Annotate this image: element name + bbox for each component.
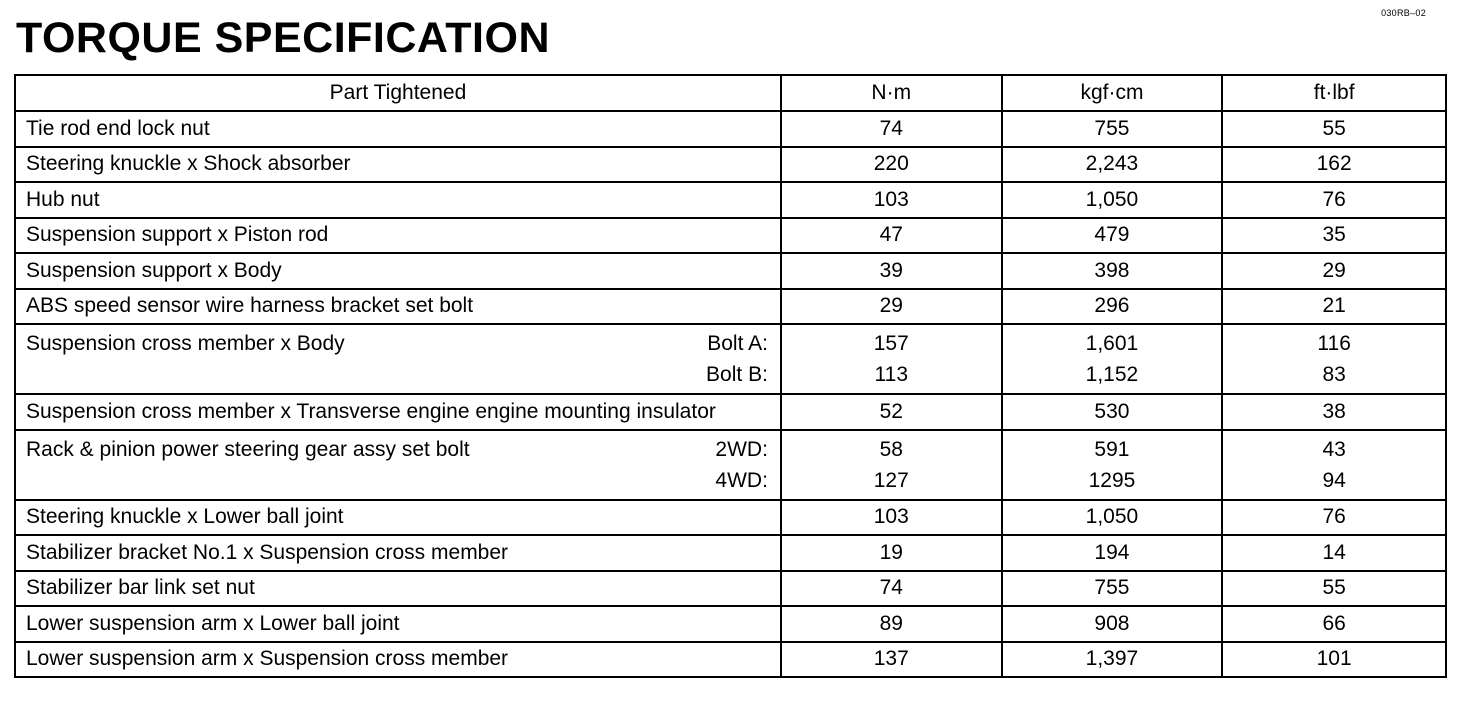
- table-row: [15, 324, 1446, 394]
- part-name: Tie rod end lock nut: [15, 111, 781, 147]
- torque-kgf-cm: 530: [1002, 394, 1223, 430]
- torque-kgf-cm: 1,050: [1002, 182, 1223, 218]
- torque-ft-lbf: 35: [1222, 218, 1446, 254]
- header-ft-lbf: ft·lbf: [1222, 75, 1446, 111]
- torque-nm: 52: [781, 394, 1002, 430]
- variant-label: Bolt B:: [706, 363, 768, 386]
- torque-nm: 39: [781, 253, 1002, 289]
- table-row: [15, 253, 1446, 289]
- torque-kgf-cm: 1,397: [1002, 642, 1223, 678]
- part-name: Stabilizer bracket No.1 x Suspension cross member: [15, 535, 781, 571]
- part-name: Rack & pinion power steering gear assy set bolt: [26, 437, 470, 461]
- variant-labels: [715, 434, 780, 496]
- table-row: [15, 430, 1446, 500]
- table-row: [15, 535, 1446, 571]
- torque-kgf-cm: 296: [1002, 289, 1223, 325]
- torque-kgf-cm-value: 591: [1094, 437, 1130, 461]
- torque-nm-value: 127: [873, 468, 909, 492]
- torque-ft-lbf: 38: [1222, 394, 1446, 430]
- torque-spec-table: [14, 74, 1447, 678]
- torque-kgf-cm: [1002, 430, 1223, 500]
- torque-ft-lbf: 55: [1222, 571, 1446, 607]
- torque-nm-value: 113: [874, 363, 908, 386]
- header-part-tightened: Part Tightened: [15, 75, 781, 111]
- torque-kgf-cm-value: 1,152: [1085, 363, 1139, 386]
- torque-nm: 19: [781, 535, 1002, 571]
- table-row: [15, 182, 1446, 218]
- table-row: [15, 218, 1446, 254]
- part-name: Stabilizer bar link set nut: [15, 571, 781, 607]
- torque-nm: 89: [781, 606, 1002, 642]
- document-code: 030RB–02: [1381, 8, 1426, 18]
- torque-kgf-cm: 755: [1002, 111, 1223, 147]
- torque-ft-lbf-value: 43: [1322, 437, 1346, 461]
- torque-ft-lbf: 29: [1222, 253, 1446, 289]
- torque-ft-lbf: 76: [1222, 500, 1446, 536]
- torque-ft-lbf: 66: [1222, 606, 1446, 642]
- torque-nm: [781, 430, 1002, 500]
- part-name: Suspension support x Body: [15, 253, 781, 289]
- variant-label: 4WD:: [715, 468, 768, 492]
- torque-nm: 103: [781, 500, 1002, 536]
- torque-kgf-cm-value: 1295: [1088, 468, 1136, 492]
- torque-kgf-cm-value: 1,601: [1085, 332, 1139, 355]
- page-title: TORQUE SPECIFICATION: [16, 14, 550, 62]
- table-row: [15, 289, 1446, 325]
- table-row: [15, 642, 1446, 678]
- part-name: Lower suspension arm x Suspension cross member: [15, 642, 781, 678]
- torque-ft-lbf-value: 94: [1322, 468, 1346, 492]
- torque-nm: 74: [781, 571, 1002, 607]
- torque-kgf-cm: 908: [1002, 606, 1223, 642]
- torque-kgf-cm: 398: [1002, 253, 1223, 289]
- part-name: Steering knuckle x Shock absorber: [15, 147, 781, 183]
- header-kgf-cm: kgf·cm: [1002, 75, 1223, 111]
- part-name: Hub nut: [15, 182, 781, 218]
- table-row: [15, 394, 1446, 430]
- part-name: Steering knuckle x Lower ball joint: [15, 500, 781, 536]
- part-cell: [15, 430, 781, 500]
- torque-ft-lbf-value: 116: [1317, 332, 1351, 355]
- part-name: ABS speed sensor wire harness bracket set bolt: [15, 289, 781, 325]
- torque-ft-lbf: [1222, 324, 1446, 394]
- variant-labels: [706, 328, 780, 390]
- torque-ft-lbf: 101: [1222, 642, 1446, 678]
- part-name: Suspension support x Piston rod: [15, 218, 781, 254]
- torque-nm-value: 58: [879, 437, 903, 461]
- torque-nm: 74: [781, 111, 1002, 147]
- header-nm: N·m: [781, 75, 1002, 111]
- torque-nm-value: 157: [873, 332, 909, 355]
- torque-ft-lbf: 162: [1222, 147, 1446, 183]
- torque-nm: 103: [781, 182, 1002, 218]
- torque-ft-lbf: [1222, 430, 1446, 500]
- torque-ft-lbf: 21: [1222, 289, 1446, 325]
- torque-kgf-cm: 194: [1002, 535, 1223, 571]
- torque-nm: 137: [781, 642, 1002, 678]
- torque-nm: [781, 324, 1002, 394]
- table-row: [15, 111, 1446, 147]
- part-name: Suspension cross member x Transverse engine engine mounting insulator: [15, 394, 781, 430]
- torque-nm: 220: [781, 147, 1002, 183]
- part-name: Suspension cross member x Body: [26, 332, 345, 355]
- torque-nm: 29: [781, 289, 1002, 325]
- table-row: [15, 571, 1446, 607]
- variant-label: 2WD:: [715, 437, 768, 461]
- torque-nm: 47: [781, 218, 1002, 254]
- torque-kgf-cm: 2,243: [1002, 147, 1223, 183]
- torque-kgf-cm: 1,050: [1002, 500, 1223, 536]
- table-row: [15, 147, 1446, 183]
- table-row: [15, 500, 1446, 536]
- part-cell: [15, 324, 781, 394]
- torque-kgf-cm: [1002, 324, 1223, 394]
- torque-ft-lbf: 76: [1222, 182, 1446, 218]
- part-name: Lower suspension arm x Lower ball joint: [15, 606, 781, 642]
- table-row: [15, 606, 1446, 642]
- torque-ft-lbf: 55: [1222, 111, 1446, 147]
- torque-ft-lbf-value: 83: [1322, 363, 1346, 386]
- table-header-row: [15, 75, 1446, 111]
- torque-kgf-cm: 755: [1002, 571, 1223, 607]
- variant-label: Bolt A:: [707, 332, 768, 355]
- torque-kgf-cm: 479: [1002, 218, 1223, 254]
- torque-ft-lbf: 14: [1222, 535, 1446, 571]
